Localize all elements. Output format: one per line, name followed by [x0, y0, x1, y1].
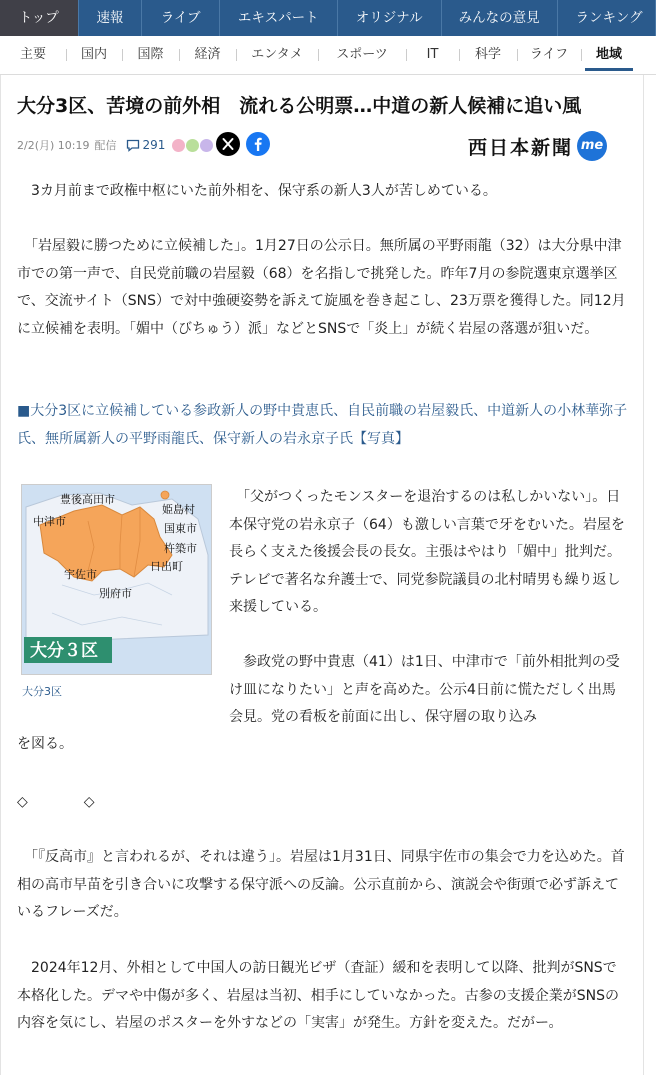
- tab-ranking[interactable]: ランキング: [558, 0, 656, 36]
- category-domestic[interactable]: 国内: [66, 36, 122, 74]
- article-headline: 大分3区、苦境の前外相 流れる公明票…中道の新人候補に追い風: [17, 95, 582, 117]
- facebook-logo-icon: [246, 132, 270, 156]
- map-banner: 大分３区: [30, 641, 98, 661]
- reaction-icons[interactable]: [171, 139, 213, 152]
- reaction-happy-icon: [172, 139, 185, 152]
- share-facebook-button[interactable]: [246, 132, 270, 156]
- tab-expert[interactable]: エキスパート: [220, 0, 338, 36]
- paragraph-2: 「岩屋毅に勝つために立候補した」。1月27日の公示日。無所属の平野雨龍（32）は大分県中津市での第一声で、自民党前職の岩屋毅（68）を名指しで挑発した。昨年7月の参院選東京選挙区で、交流サイト（SNS）で対中強硬姿勢を訴えて旋風を巻き起こし、23万票を獲得した。同12月に立候補を表明。「媚中（びちゅう）派」などとSNSで「炎上」が続く岩屋の落選が狙いだ。: [17, 238, 626, 337]
- publisher-me-badge: me: [577, 131, 607, 161]
- category-region[interactable]: 地域: [581, 36, 637, 74]
- publisher-logo[interactable]: [468, 131, 607, 161]
- category-nav: [0, 36, 656, 75]
- tab-live[interactable]: ライブ: [142, 0, 220, 36]
- category-entertainment[interactable]: エンタメ: [236, 36, 318, 74]
- paragraph-6: 2024年12月、外相として中国人の訪日観光ビザ（査証）緩和を表明して以降、批判がSNSで本格化した。デマや中傷が多く、岩屋は当初、相手にしていなかった。古参の支援企業がSNSの内容を気にし、岩屋のポスターを外すなどの「実害」が発生。方針を変えた。だがー。: [17, 960, 619, 1031]
- article-meta: [17, 137, 213, 153]
- map-label: 別府市: [99, 587, 132, 600]
- x-logo-icon: [216, 132, 240, 156]
- delivered-label: 配信: [94, 139, 117, 152]
- category-it[interactable]: IT: [406, 36, 459, 74]
- paragraph-5: 「『反高市』と言われるが、それは違う」。岩屋は1月31日、同県宇佐市の集会で力を込めた。首相の高市早苗を引き合いに攻撃する保守派への反論。公示直前から、演説会や街頭で必ず訴えているフレーズだ。: [17, 849, 625, 920]
- photo-link[interactable]: ■大分3区に立候補している参政新人の野中貴恵氏、自民前職の岩屋毅氏、中道新人の小林華弥子氏、無所属新人の平野雨龍氏、保守新人の岩永京子氏【写真】: [17, 403, 628, 447]
- comment-icon: [126, 139, 140, 152]
- reaction-think-icon: [200, 139, 213, 152]
- section-divider: ◇ ◇: [17, 794, 95, 810]
- map-label: 杵築市: [164, 542, 197, 555]
- map-label: 姫島村: [162, 503, 195, 516]
- paragraph-3: 「父がつくったモンスターを退治するのは私しかいない」。日本保守党の岩永京子（64）も激しい言葉で牙をむいた。岩屋を長らく支えた後援会長の長女。主張はやはり「媚中」批判だ。テレビで著名な弁護士で、同党参院議員の北村晴男も繰り返し来援している。: [229, 489, 625, 615]
- map-label: 日出町: [150, 560, 183, 573]
- top-nav: [0, 0, 656, 36]
- reaction-learn-icon: [186, 139, 199, 152]
- map-label: 中津市: [33, 515, 66, 528]
- district-map: [22, 485, 211, 674]
- category-economy[interactable]: 経済: [179, 36, 236, 74]
- comment-count: 291: [142, 138, 166, 152]
- category-science[interactable]: 科学: [459, 36, 517, 74]
- category-sports[interactable]: スポーツ: [318, 36, 406, 74]
- figure-caption: 大分3区: [22, 685, 62, 698]
- paragraph-4: 参政党の野中貴恵（41）は1日、中津市で「前外相批判の受け皿になりたい」と声を高めた。公示4日前に慌ただしく出馬会見。党の看板を前面に出し、保守層の取り込み: [229, 654, 620, 725]
- paragraph-4-continued: を図る。: [17, 736, 73, 752]
- paragraph-1: 3カ月前まで政権中枢にいた前外相を、保守系の新人3人が苦しめている。: [17, 183, 497, 199]
- publish-date: 2/2(月) 10:19: [17, 139, 90, 152]
- category-main[interactable]: 主要: [19, 47, 46, 62]
- category-life[interactable]: ライフ: [517, 36, 581, 74]
- map-label: 宇佐市: [64, 568, 97, 581]
- share-x-button[interactable]: [216, 132, 240, 156]
- district-map-figure[interactable]: [21, 484, 212, 675]
- publisher-name: 西日本新聞: [468, 136, 574, 159]
- tab-original[interactable]: オリジナル: [338, 0, 442, 36]
- category-international[interactable]: 国際: [122, 36, 179, 74]
- tab-breaking[interactable]: 速報: [79, 0, 143, 36]
- tab-opinion[interactable]: みんなの意見: [442, 0, 558, 36]
- map-label: 国東市: [164, 522, 197, 535]
- map-label: 豊後高田市: [60, 493, 115, 506]
- comment-link[interactable]: [126, 138, 165, 152]
- tab-top[interactable]: トップ: [0, 0, 79, 36]
